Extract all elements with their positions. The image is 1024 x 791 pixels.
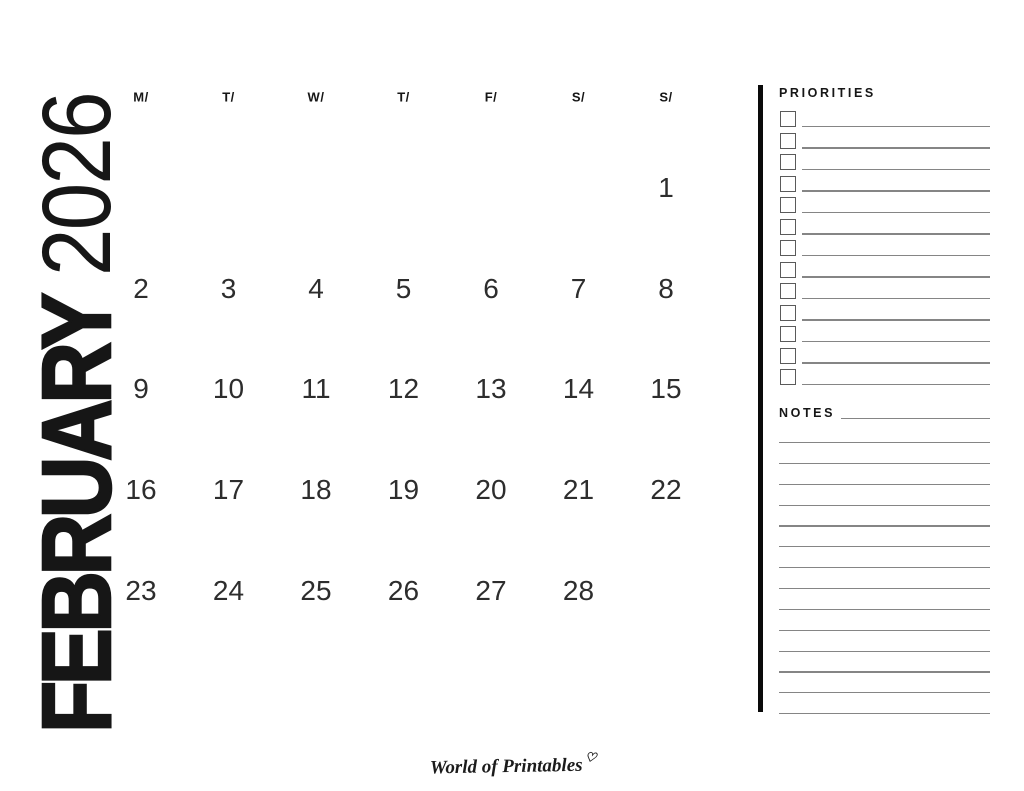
date-cell: 23 <box>125 574 157 606</box>
brand-logo <box>430 750 597 780</box>
notes-heading: NOTES <box>779 406 836 420</box>
date-cell: 18 <box>300 474 332 506</box>
note-write-line <box>779 484 990 485</box>
day-header: W/ <box>307 89 325 105</box>
priority-row <box>780 217 990 235</box>
note-write-line <box>779 609 990 610</box>
priority-write-line <box>802 255 990 256</box>
date-cell: 2 <box>133 272 149 304</box>
date-cell: 15 <box>650 373 682 405</box>
date-cell: 13 <box>475 373 507 405</box>
date-cell: 28 <box>562 574 595 606</box>
date-cell: 3 <box>220 272 237 304</box>
day-header: F/ <box>484 89 498 105</box>
brand-text: World of Printables <box>429 754 583 779</box>
priority-write-line <box>802 233 990 234</box>
date-cell: 1 <box>658 172 674 203</box>
priority-write-line <box>802 319 990 320</box>
priority-write-line <box>802 362 990 363</box>
month-year-title <box>22 93 131 733</box>
priority-row <box>780 195 990 213</box>
date-cell: 17 <box>212 474 245 506</box>
date-cell: 27 <box>475 574 507 606</box>
note-write-line <box>779 525 990 526</box>
note-write-line <box>779 692 990 693</box>
priority-checkbox[interactable] <box>780 154 796 170</box>
date-cell: 21 <box>562 474 595 506</box>
priority-write-line <box>802 298 990 299</box>
priority-write-line <box>802 341 990 342</box>
priority-row <box>780 281 990 299</box>
priority-write-line <box>802 126 990 127</box>
date-cell: 4 <box>308 272 324 304</box>
date-cell: 12 <box>387 373 420 405</box>
priority-checkbox[interactable] <box>780 133 796 149</box>
note-write-line <box>779 651 990 652</box>
day-header: M/ <box>133 89 149 105</box>
priority-write-line <box>802 169 990 170</box>
note-write-line <box>779 630 990 631</box>
notes-heading-line <box>841 418 990 419</box>
notes-heading-row <box>779 406 990 420</box>
priority-checkbox[interactable] <box>780 305 796 321</box>
priority-row <box>780 238 990 256</box>
priority-row <box>780 260 990 278</box>
date-cell: 25 <box>300 574 332 606</box>
date-cell: 19 <box>387 474 420 506</box>
priority-checkbox[interactable] <box>780 240 796 256</box>
note-write-line <box>779 567 990 568</box>
priority-checkbox[interactable] <box>780 219 796 235</box>
priority-row <box>780 367 990 385</box>
date-cell: 9 <box>133 373 149 405</box>
priority-row <box>780 324 990 342</box>
priority-checkbox[interactable] <box>780 197 796 213</box>
priority-row <box>780 152 990 170</box>
day-header: T/ <box>222 89 235 105</box>
priorities-heading: PRIORITIES <box>779 86 876 100</box>
priority-checkbox[interactable] <box>780 369 796 385</box>
date-cell: 16 <box>125 474 157 506</box>
priority-row <box>780 174 990 192</box>
note-write-line <box>779 588 990 589</box>
date-cell: 20 <box>475 474 507 506</box>
note-write-line <box>779 442 990 443</box>
priority-checkbox[interactable] <box>780 176 796 192</box>
date-cell: 7 <box>570 272 587 304</box>
vertical-divider <box>758 85 763 712</box>
month-title: FEBRUARY <box>22 297 131 733</box>
priority-row <box>780 346 990 364</box>
note-write-line <box>779 505 990 506</box>
priority-checkbox[interactable] <box>780 326 796 342</box>
day-header: S/ <box>571 89 586 105</box>
priority-row <box>780 131 990 149</box>
date-cell: 10 <box>212 373 245 405</box>
note-write-line <box>779 463 990 464</box>
priority-write-line <box>802 147 990 148</box>
day-header: T/ <box>397 89 410 105</box>
date-cell: 26 <box>387 574 420 606</box>
priority-checkbox[interactable] <box>780 262 796 278</box>
note-write-line <box>779 713 990 714</box>
date-cell: 5 <box>395 272 412 304</box>
date-cell: 24 <box>212 574 245 606</box>
date-cell: 14 <box>562 373 595 405</box>
day-header: S/ <box>659 89 673 105</box>
priority-checkbox[interactable] <box>780 348 796 364</box>
note-write-line <box>779 546 990 547</box>
date-cell: 11 <box>301 373 331 405</box>
priority-checkbox[interactable] <box>780 283 796 299</box>
date-cell: 22 <box>650 474 682 506</box>
priority-checkbox[interactable] <box>780 111 796 127</box>
priority-row <box>780 109 990 127</box>
priority-write-line <box>802 212 990 213</box>
priority-write-line <box>802 384 990 385</box>
priority-row <box>780 303 990 321</box>
priority-write-line <box>802 276 990 277</box>
note-write-line <box>779 671 990 672</box>
date-cell: 8 <box>658 272 674 304</box>
year-title: 2026 <box>22 93 131 277</box>
date-cell: 6 <box>483 272 499 304</box>
priority-write-line <box>802 190 990 191</box>
heart-icon: ♡ <box>583 749 598 766</box>
